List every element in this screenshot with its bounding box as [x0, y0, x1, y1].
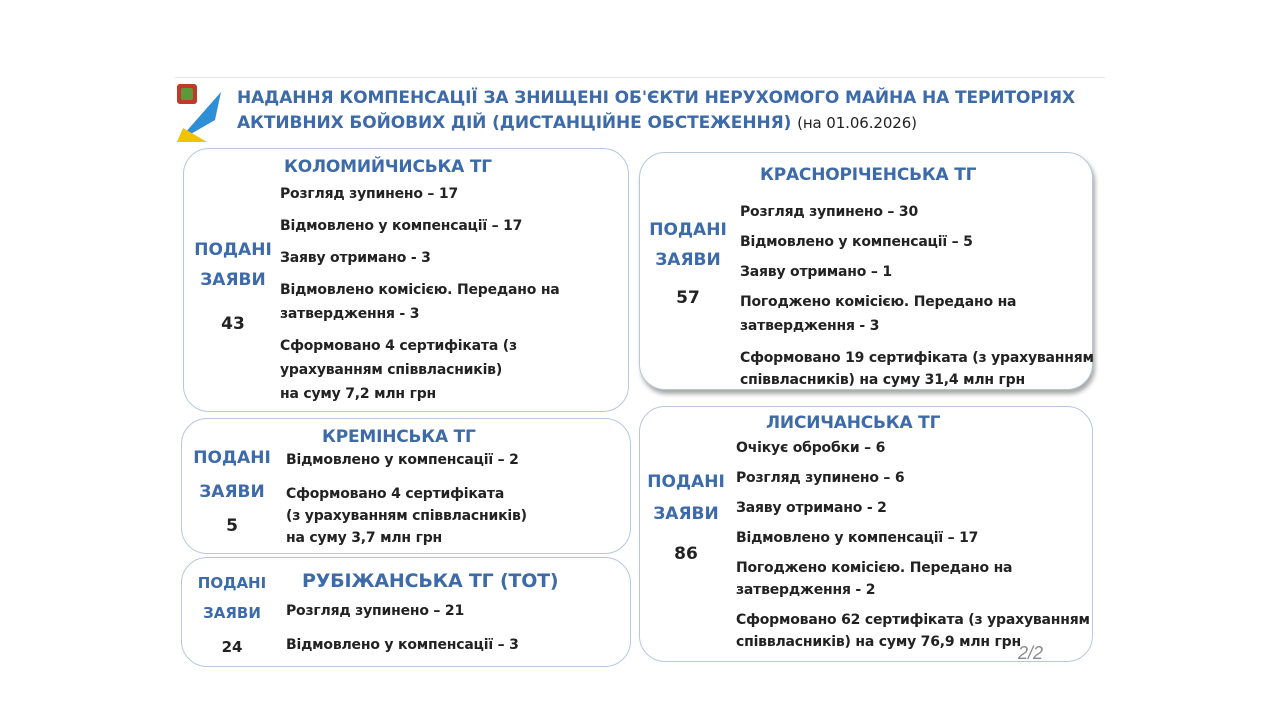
status-item: Погоджено комісією. Передано на: [740, 294, 1017, 310]
status-item: Відмовлено у компенсації – 17: [736, 530, 979, 546]
side-label-2: ЗАЯВИ: [200, 270, 266, 290]
status-item: співвласників) на суму 31,4 млн грн: [740, 372, 1025, 388]
status-item: Розгляд зупинено – 21: [286, 603, 464, 619]
status-item: Розгляд зупинено – 17: [280, 186, 458, 202]
status-item: урахуванням співвласників): [280, 362, 503, 378]
side-label-1: ПОДАНІ: [197, 574, 267, 592]
applications-count: 86: [674, 544, 698, 564]
status-item: Погоджено комісією. Передано на: [736, 560, 1013, 576]
status-item: Розгляд зупинено – 6: [736, 470, 905, 486]
status-item: Відмовлено комісією. Передано на: [280, 282, 560, 298]
side-label-2: ЗАЯВИ: [653, 504, 719, 524]
status-item: затвердження - 3: [280, 306, 420, 322]
applications-count: 43: [221, 314, 245, 334]
side-label-1: ПОДАНІ: [194, 240, 272, 260]
status-item: на суму 7,2 млн грн: [280, 386, 436, 402]
applications-count: 24: [221, 638, 243, 656]
status-item: (з урахуванням співвласників): [286, 508, 527, 524]
side-label-2: ЗАЯВИ: [199, 482, 265, 502]
status-item: Сформовано 62 сертифіката (з урахуванням: [736, 612, 1090, 628]
report-date: (на 01.06.2026): [797, 114, 917, 132]
side-label-1: ПОДАНІ: [193, 448, 271, 468]
status-item: Сформовано 19 сертифіката (з урахуванням: [740, 350, 1094, 366]
page-number: 2/2: [1017, 643, 1043, 663]
submitted-applications: [192, 443, 272, 541]
card-title: КРАСНОРІЧЕНСЬКА ТГ: [760, 165, 977, 185]
card-kolomyichyska: [183, 148, 629, 412]
status-item: Заяву отримано - 3: [280, 250, 431, 266]
submitted-applications: [194, 235, 272, 339]
status-item: затвердження - 3: [740, 318, 880, 334]
status-item: на суму 3,7 млн грн: [286, 530, 442, 546]
card-title: КОЛОМИЙЧИСЬКА ТГ: [284, 157, 492, 177]
status-item: Відмовлено у компенсації – 3: [286, 637, 519, 653]
title-line-1: НАДАННЯ КОМПЕНСАЦІЇ ЗА ЗНИЩЕНІ ОБ'ЄКТИ НЕРУХОМОГО МАЙНА НА ТЕРИТОРІЯХ: [237, 88, 1075, 108]
applications-count: 57: [676, 288, 700, 308]
status-item: Відмовлено у компенсації – 17: [280, 218, 523, 234]
side-label-1: ПОДАНІ: [649, 220, 727, 240]
card-krasnorichenska: [639, 152, 1093, 390]
submitted-applications: [646, 467, 726, 569]
side-label-2: ЗАЯВИ: [203, 604, 261, 622]
status-item: співвласників) на суму 76,9 млн грн: [736, 634, 1021, 650]
status-item: затвердження - 2: [736, 582, 876, 598]
status-item: Відмовлено у компенсації – 2: [286, 452, 519, 468]
submitted-applications: [192, 568, 272, 662]
card-title: КРЕМІНСЬКА ТГ: [322, 427, 476, 447]
card-title: РУБІЖАНСЬКА ТГ (ТОТ): [302, 570, 559, 592]
applications-count: 5: [226, 516, 238, 536]
card-title: ЛИСИЧАНСЬКА ТГ: [766, 413, 941, 433]
side-label-1: ПОДАНІ: [647, 472, 725, 492]
card-lysychanska: [639, 406, 1093, 662]
page-title: [237, 86, 1087, 136]
status-item: Очікує обробки – 6: [736, 440, 886, 456]
regional-emblem-logo: [175, 80, 225, 144]
slide: [175, 77, 1105, 670]
side-label-2: ЗАЯВИ: [655, 250, 721, 270]
title-line-2: АКТИВНИХ БОЙОВИХ ДІЙ (ДИСТАНЦІЙНЕ ОБСТЕЖЕННЯ): [237, 113, 792, 133]
card-kreminska: [181, 418, 631, 554]
status-item: Сформовано 4 сертифіката (з: [280, 338, 517, 354]
status-item: Сформовано 4 сертифіката: [286, 486, 505, 502]
status-item: Відмовлено у компенсації – 5: [740, 234, 973, 250]
card-rubizhanska: [181, 557, 631, 667]
status-item: Заяву отримано – 1: [740, 264, 892, 280]
status-item: Заяву отримано - 2: [736, 500, 887, 516]
status-item: Розгляд зупинено – 30: [740, 204, 918, 220]
submitted-applications: [648, 215, 728, 313]
